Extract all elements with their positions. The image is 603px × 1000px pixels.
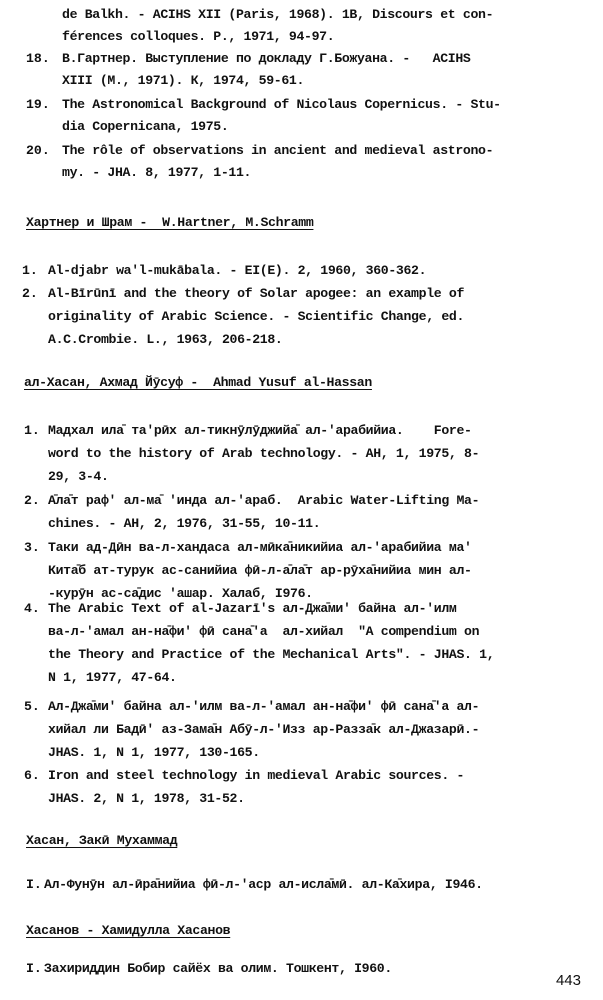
entry-number: 1. — [22, 263, 38, 278]
entry-number: 2. — [22, 286, 38, 301]
entry-line: XIII (М., 1971). К, 1974, 59-61. — [62, 73, 305, 88]
entry-line: dia Copernicana, 1975. — [62, 119, 229, 134]
entry-number: 6. — [24, 768, 40, 783]
entry-continuation-line: férences colloques. P., 1971, 94-97. — [62, 29, 335, 44]
entry-number: 19. — [26, 97, 50, 112]
entry-line: Захириддин Бобир сайёх ва олим. Тошкент, I960. — [44, 961, 392, 976]
entry-number: 3. — [24, 540, 40, 555]
entry-line: хийал ли Бадӣ' аз-Зама̄н Абӯ-л-'Изз ар-Разза̄к ал-Джазарӣ.- — [48, 722, 480, 737]
author-heading: Хасанов - Хамидулла Хасанов — [26, 923, 231, 938]
entry-line: А̄ла̄т раф' ал-ма̄ 'инда ал-'араб. Arabic Water-Lifting Ma- — [48, 493, 480, 508]
entry-line: В.Гартнер. Выступление по докладу Г.Божуана. - ACIHS — [62, 51, 471, 66]
entry-line: ва-л-'амал ан-на̄фи' фӣ сана̄'а ал-хийал "A compendium on — [48, 624, 480, 639]
entry-line: JHAS. 1, N 1, 1977, 130-165. — [48, 745, 260, 760]
entry-line: The Arabic Text of al-Jazarī's ал-Джа̄ми' байна ал-'илм — [48, 601, 457, 616]
entry-line: N 1, 1977, 47-64. — [48, 670, 177, 685]
entry-line: Таки ад-Дӣн ва-л-хандаса ал-мӣка̄никийиа ал-'арабийиа ма' — [48, 540, 472, 555]
entry-line: 29, 3-4. — [48, 469, 109, 484]
entry-number: 2. — [24, 493, 40, 508]
author-heading: Хасан, Закӣ Мухаммад — [26, 833, 178, 848]
entry-line: The Astronomical Background of Nicolaus Copernicus. - Stu- — [62, 97, 501, 112]
author-heading: Хартнер и Шрам - W.Hartner, M.Schramm — [26, 215, 314, 230]
entry-line: Al-djabr wa'l-mukābala. - EI(E). 2, 1960, 360-362. — [48, 263, 427, 278]
page-number: 443 — [555, 972, 581, 989]
entry-line: my. - JHA. 8, 1977, 1-11. — [62, 165, 252, 180]
entry-line: originality of Arabic Science. - Scientific Change, ed. — [48, 309, 465, 324]
entry-line: Мадхал ила̄ та'рӣх ал-тикнӯлӯджийа̄ ал-'арабийиа. Fore- — [48, 423, 472, 438]
author-heading: ал-Хасан, Ахмад Йӯсуф - Ahmad Yusuf al-Hassan — [24, 375, 372, 390]
entry-number: 20. — [26, 143, 50, 158]
entry-line: Ал-Джа̄ми' байна ал-'илм ва-л-'амал ан-на̄фи' фӣ сана̄'а ал- — [48, 699, 480, 714]
entry-line: JHAS. 2, N 1, 1978, 31-52. — [48, 791, 245, 806]
entry-line: Al-Bīrūnī and the theory of Solar apogee: an example of — [48, 286, 465, 301]
entry-line: Кита̄б ат-турук ас-санийиа фӣ-л-а̄ла̄т ар-рӯха̄нийиа мин ал- — [48, 563, 472, 578]
entry-line: -курӯн ас-са̄дис 'ашар. Халаб, I976. — [48, 586, 313, 601]
entry-number: 4. — [24, 601, 40, 616]
entry-number: 18. — [26, 51, 50, 66]
entry-line: Iron and steel technology in medieval Arabic sources. - — [48, 768, 465, 783]
entry-number: 5. — [24, 699, 40, 714]
entry-line: word to the history of Arab technology. - AH, 1, 1975, 8- — [48, 446, 480, 461]
entry-line: A.C.Crombie. L., 1963, 206-218. — [48, 332, 283, 347]
entry-number: I. — [26, 961, 42, 976]
entry-number: 1. — [24, 423, 40, 438]
entry-line: chines. - AH, 2, 1976, 31-55, 10-11. — [48, 516, 321, 531]
entry-continuation-line: de Balkh. - ACIHS XII (Paris, 1968). 1B, Discours et con- — [62, 7, 494, 22]
entry-line: The rôle of observations in ancient and medieval astrono- — [62, 143, 494, 158]
entry-number: I. — [26, 877, 42, 892]
entry-line: the Theory and Practice of the Mechanical Arts". - JHAS. 1, — [48, 647, 495, 662]
entry-line: Ал-Фунӯн ал-ӣра̄нийиа фӣ-л-'аср ал-исла̄мӣ. ал-Ка̄хира, I946. — [44, 877, 483, 892]
